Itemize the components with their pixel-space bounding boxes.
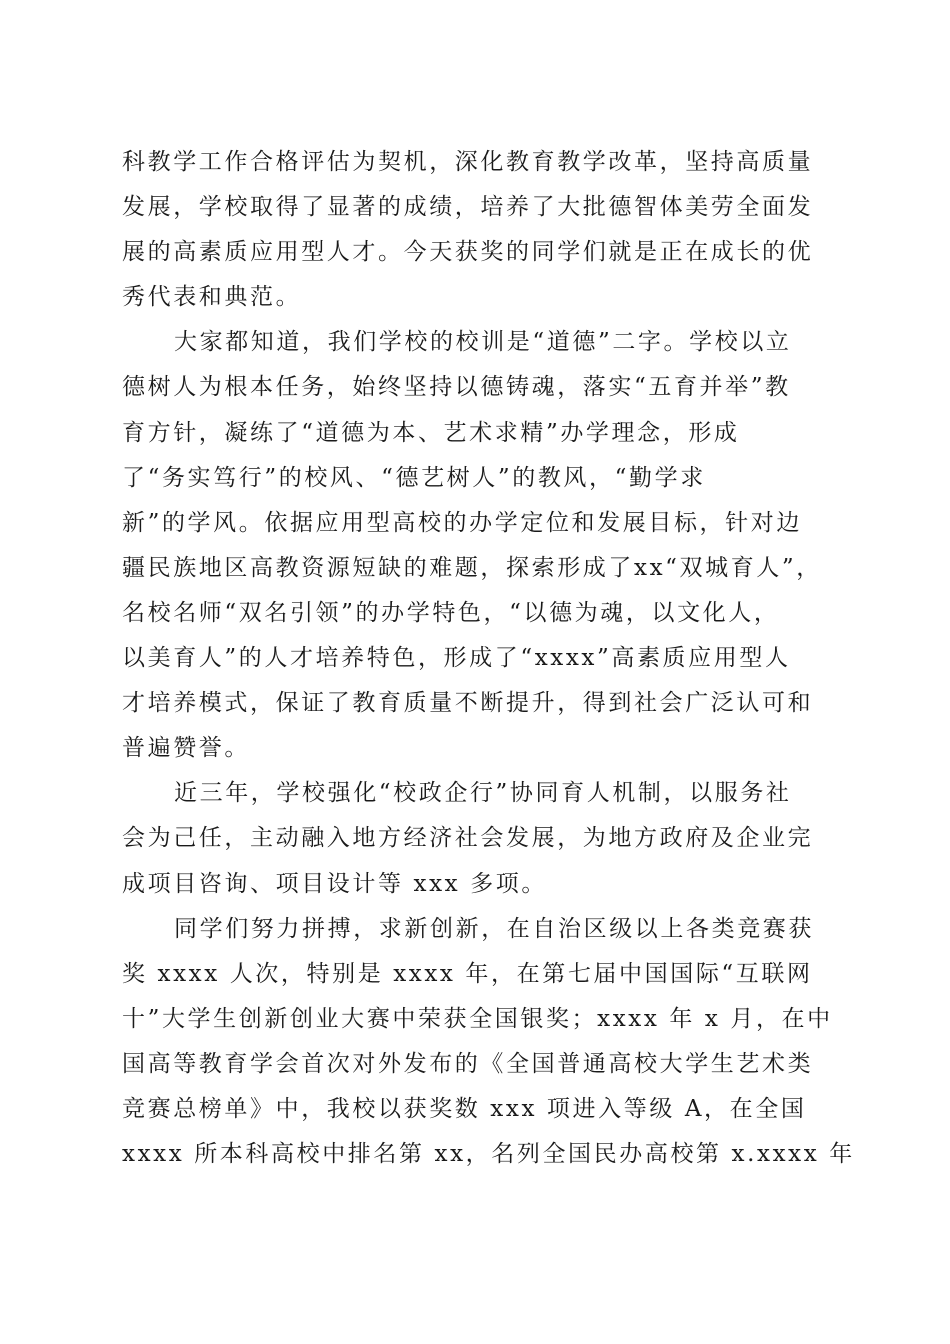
- paragraph-line: 了“务实笃行”的校风、“德艺树人”的教风，“勤学求: [122, 464, 706, 491]
- paragraph-3: [122, 771, 828, 906]
- paragraph-line: 名校名师“双名引领”的办学特色，“以德为魂，以文化人，: [122, 599, 780, 626]
- paragraph-line: 会为己任，主动融入地方经济社会发展，为地方政府及企业完: [122, 825, 814, 852]
- paragraph-4: [122, 907, 855, 1178]
- paragraph-first-line: [122, 771, 828, 816]
- paragraph-line: 普遍赞誉。: [122, 735, 250, 762]
- paragraph-2: [122, 320, 828, 771]
- paragraph-line: 以美育人”的人才培养特色，形成了“xxxx”高素质应用型人: [122, 645, 791, 672]
- paragraph-1: [122, 140, 828, 320]
- paragraph-line: 国高等教育学会首次对外发布的《全国普通高校大学生艺术类: [122, 1050, 814, 1077]
- paragraph-line: 德树人为根本任务，始终坚持以德铸魂，落实“五育并举”教: [122, 374, 791, 401]
- paragraph-first-line: [122, 907, 828, 952]
- paragraph-first-line: [122, 320, 828, 365]
- paragraph-line: 成项目咨询、项目设计等 xxx 多项。: [122, 870, 547, 897]
- paragraph-line-text: 同学们努力拼搏，求新创新，在自治区级以上各类竞赛获: [174, 915, 814, 942]
- paragraph-line: 竞赛总榜单》中，我校以获奖数 xxx 项进入等级 A，在全国: [122, 1095, 807, 1122]
- paragraph-line-text: 近三年，学校强化“校政企行”协同育人机制，以服务社: [174, 780, 792, 807]
- paragraph-line: 十”大学生创新创业大赛中荣获全国银奖；xxxx 年 x 月，在中: [122, 1005, 833, 1032]
- paragraph-line: 才培养模式，保证了教育质量不断提升，得到社会广泛认可和: [122, 690, 814, 717]
- paragraph-line: 奖 xxxx 人次，特别是 xxxx 年，在第七届中国国际“互联网: [122, 960, 813, 987]
- paragraph-line: 秀代表和典范。: [122, 284, 302, 311]
- paragraph-line: 科教学工作合格评估为契机，深化教育教学改革，坚持高质量: [122, 149, 814, 175]
- paragraph-line: 展的高素质应用型人才。今天获奖的同学们就是正在成长的优: [122, 239, 814, 266]
- paragraph-line: xxxx 所本科高校中排名第 xx，名列全国民办高校第 x.xxxx 年: [122, 1141, 855, 1168]
- paragraph-line-text: 大家都知道，我们学校的校训是“道德”二字。学校以立: [174, 329, 792, 356]
- paragraph-line: 育方针，凝练了“道德为本、艺术求精”办学理念，形成: [122, 419, 740, 446]
- body-text: [122, 140, 855, 1177]
- paragraph-line: 疆民族地区高教资源短缺的难题，探索形成了xx“双城育人”，: [122, 554, 822, 581]
- paragraph-line: 新”的学风。依据应用型高校的办学定位和发展目标，针对边: [122, 509, 802, 536]
- paragraph-line: 发展，学校取得了显著的成绩，培养了大批德智体美劳全面发: [122, 194, 814, 221]
